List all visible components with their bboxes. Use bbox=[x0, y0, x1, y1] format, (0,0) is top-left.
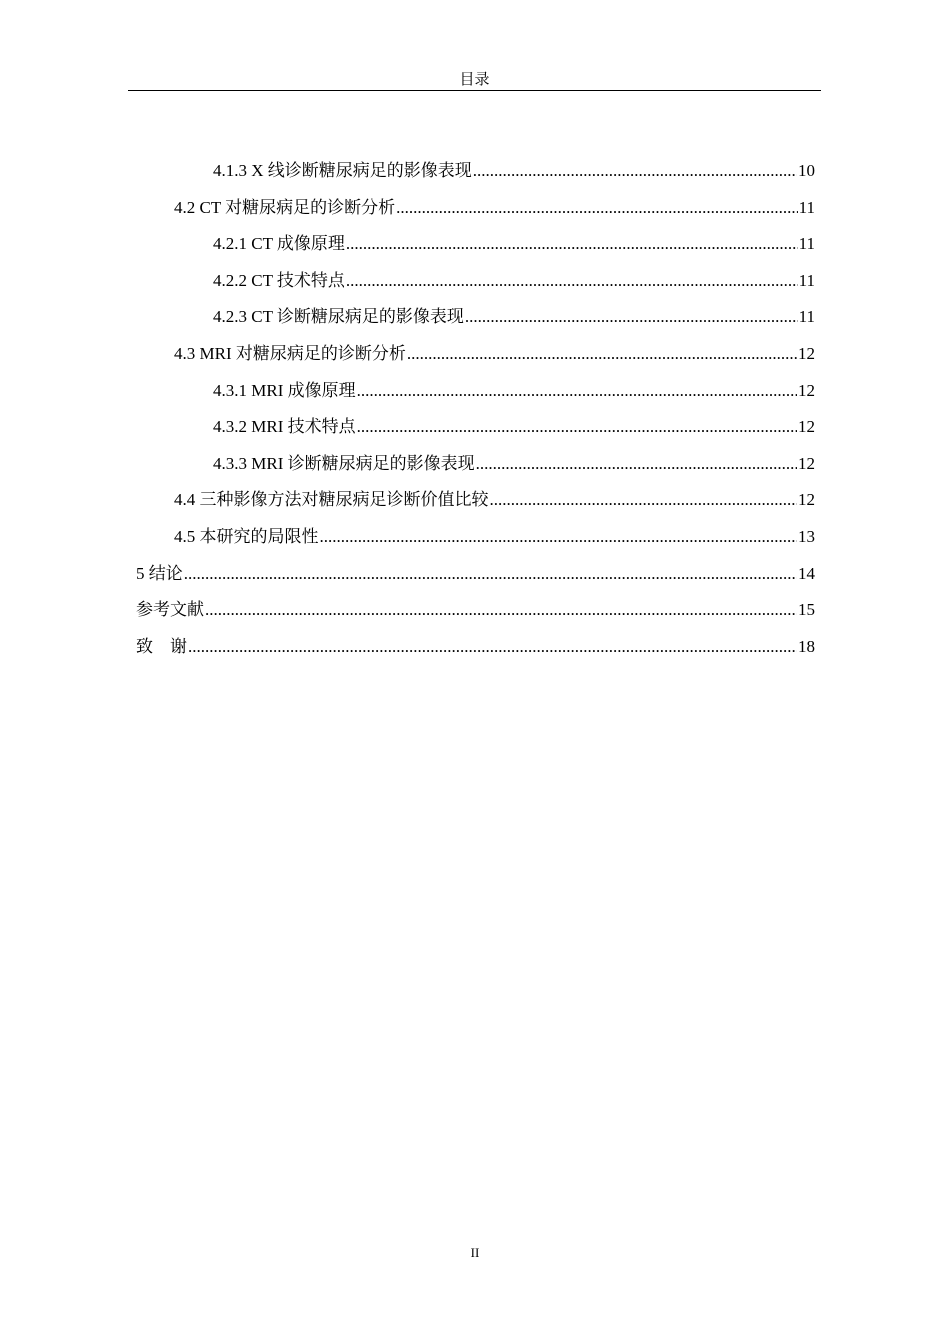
toc-entry-page: 18 bbox=[798, 636, 815, 656]
toc-leader-dots bbox=[396, 190, 797, 227]
toc-entry-label: 4.3 MRI 对糖尿病足的诊断分析 bbox=[174, 343, 406, 363]
toc-entry-page: 11 bbox=[798, 270, 815, 290]
toc-entry-4-2-2[interactable] bbox=[136, 263, 815, 300]
toc-entry-page: 11 bbox=[798, 234, 815, 254]
toc-leader-dots bbox=[476, 446, 797, 483]
toc-entry-page: 10 bbox=[798, 161, 815, 180]
toc-entry-page: 12 bbox=[798, 453, 815, 473]
toc-entry-page: 14 bbox=[798, 563, 815, 583]
toc-entry-label: 参考文献 bbox=[136, 600, 204, 620]
page-number: II bbox=[470, 1245, 480, 1260]
header-title: 目录 bbox=[459, 72, 490, 88]
toc-entry-label: 4.2.2 CT 技术特点 bbox=[213, 270, 345, 290]
toc-entry-4-4[interactable] bbox=[136, 482, 815, 519]
toc-entry-page: 12 bbox=[798, 380, 815, 400]
table-of-contents bbox=[136, 153, 815, 665]
toc-entry-label: 4.2.3 CT 诊断糖尿病足的影像表现 bbox=[213, 307, 464, 327]
toc-entry-page: 11 bbox=[798, 197, 815, 217]
toc-entry-4-5[interactable] bbox=[136, 519, 815, 556]
toc-entry-4-2-1[interactable] bbox=[136, 226, 815, 263]
toc-leader-dots bbox=[346, 263, 798, 300]
toc-leader-dots bbox=[407, 336, 797, 373]
toc-leader-dots bbox=[188, 629, 797, 666]
toc-entry-label: 4.3.3 MRI 诊断糖尿病足的影像表现 bbox=[213, 453, 475, 473]
toc-leader-dots bbox=[357, 409, 797, 446]
toc-leader-dots bbox=[490, 482, 798, 519]
toc-leader-dots bbox=[184, 556, 797, 593]
toc-entry-label: 5 结论 bbox=[136, 563, 183, 583]
toc-leader-dots bbox=[205, 592, 797, 629]
toc-leader-dots bbox=[346, 226, 798, 263]
toc-entry-acknowledgements[interactable] bbox=[136, 629, 815, 666]
toc-entry-label: 4.2.1 CT 成像原理 bbox=[213, 234, 345, 254]
toc-entry-label: 4.2 CT 对糖尿病足的诊断分析 bbox=[174, 197, 396, 217]
toc-entry-4-3-1[interactable] bbox=[136, 373, 815, 410]
toc-entry-page: 11 bbox=[798, 307, 815, 327]
page-footer bbox=[0, 1244, 950, 1262]
toc-entry-4-1-3[interactable] bbox=[136, 153, 815, 190]
toc-entry-4-3-3[interactable] bbox=[136, 446, 815, 483]
toc-entry-references[interactable] bbox=[136, 592, 815, 629]
toc-entry-5[interactable] bbox=[136, 556, 815, 593]
toc-leader-dots bbox=[320, 519, 798, 556]
toc-entry-page: 12 bbox=[798, 490, 815, 510]
toc-entry-label: 致 谢 bbox=[136, 636, 187, 656]
toc-entry-label: 4.3.2 MRI 技术特点 bbox=[213, 417, 356, 437]
toc-leader-dots bbox=[357, 373, 797, 410]
toc-entry-page: 12 bbox=[798, 343, 815, 363]
toc-entry-page: 12 bbox=[798, 417, 815, 437]
toc-entry-4-2-3[interactable] bbox=[136, 299, 815, 336]
toc-entry-4-3-2[interactable] bbox=[136, 409, 815, 446]
toc-entry-4-3[interactable] bbox=[136, 336, 815, 373]
toc-entry-label: 4.5 本研究的局限性 bbox=[174, 526, 319, 546]
toc-entry-label: 4.4 三种影像方法对糖尿病足诊断价值比较 bbox=[174, 490, 489, 510]
toc-entry-page: 13 bbox=[798, 526, 815, 546]
page-header bbox=[128, 70, 821, 91]
toc-entry-4-2[interactable] bbox=[136, 190, 815, 227]
toc-entry-page: 15 bbox=[798, 600, 815, 620]
toc-entry-label: 4.3.1 MRI 成像原理 bbox=[213, 380, 356, 400]
toc-leader-dots bbox=[473, 153, 797, 190]
toc-leader-dots bbox=[465, 299, 798, 336]
toc-entry-label: 4.1.3 X 线诊断糖尿病足的影像表现 bbox=[213, 161, 472, 180]
